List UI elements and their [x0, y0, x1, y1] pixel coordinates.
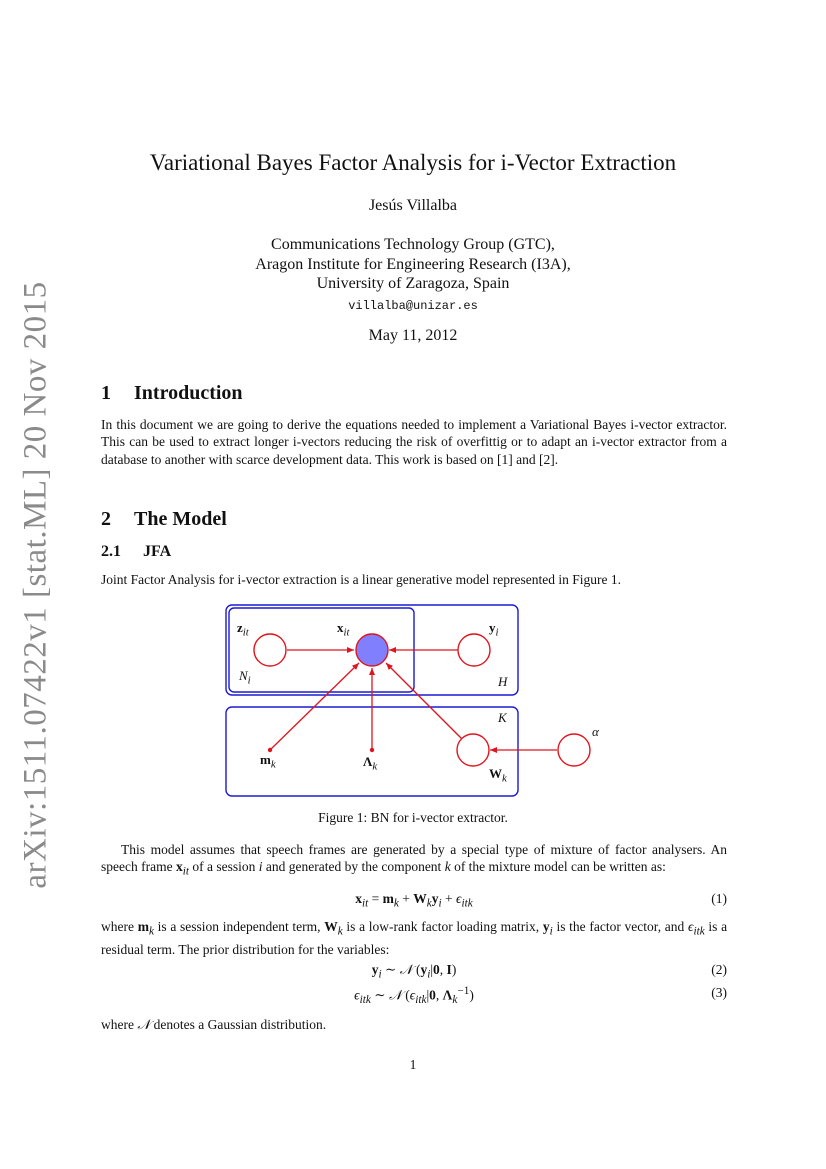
equation-3-tag: (3): [711, 985, 727, 1000]
where-paragraph: where $m_k$ is a session independent term, $W_k$ is a low-rank factor loading matrix, $y_i$ is the factor vector, and $\epsilon_{itk}$ is a residual term. The prior distribution for the variables:: [101, 919, 728, 957]
equation-1-body: $x_{it} = m_k + W_ky_i + \epsilon_{itk}$: [355, 891, 473, 910]
author-name: Jesús Villalba: [368, 197, 458, 214]
equation-3-body: $\epsilon_{itk}$ ∼ 𝒩 ($\epsilon_{itk}|0$, $\Lambda_k^{-1}$): [354, 985, 474, 1007]
label-z: $z_{it}$: [237, 620, 249, 639]
equation-2-tag: (2): [711, 962, 727, 977]
section-number: 2: [101, 508, 111, 530]
label-plate-k: K: [498, 710, 507, 725]
node-y: [458, 634, 490, 666]
label-w: $W_k$: [489, 766, 507, 785]
subsection-heading-jfa: [101, 543, 171, 561]
node-z: [254, 634, 286, 666]
intro-paragraph: In this document we are going to derive the equations needed to implement a Variational Bayes i-vector extractor. This can be used to extract longer i-vectors reducing the risk of overfittig or to adapt an i-vector extractor from a database to another with scarce development data. This work is based on [1] and [2].: [101, 417, 727, 467]
subsection-number: 2.1: [101, 543, 121, 560]
subsection-title: JFA: [143, 543, 172, 560]
equation-3: [101, 985, 727, 1007]
section-number: 1: [101, 382, 111, 404]
section-title: Introduction: [134, 382, 243, 404]
node-alpha: [558, 734, 590, 766]
model-paragraph: This model assumes that speech frames are generated by a special type of mixture of factor analysers. An speech frame $x_{it}$ of a session i and generated by the component k of the mixture model can be written as:: [101, 842, 727, 878]
author-email: villalba@unizar.es: [348, 299, 478, 313]
figure-caption: Figure 1: BN for i-vector extractor.: [318, 810, 508, 825]
paper-date: May 11, 2012: [368, 327, 458, 344]
label-plate-n: $N_i$: [239, 668, 251, 687]
figure-bayesian-network: [222, 602, 522, 800]
alpha-node-svg: [556, 732, 592, 768]
label-plate-h: H: [498, 674, 508, 689]
section-title: The Model: [134, 508, 227, 530]
label-alpha: α: [592, 724, 599, 739]
label-x: $x_{it}$: [337, 620, 350, 639]
jfa-paragraph: Joint Factor Analysis for i-vector extraction is a linear generative model represented in Figure 1.: [101, 572, 621, 587]
section-heading-model: [101, 508, 227, 531]
label-lambda: $\Lambda_k$: [363, 754, 378, 773]
affiliation-line: Aragon Institute for Engineering Research (I3A),: [255, 255, 571, 273]
node-x-observed: [356, 634, 388, 666]
section-heading-introduction: [101, 382, 243, 405]
edge-w-x: [386, 663, 462, 739]
equation-2-body: $y_i$ ∼ 𝒩 ($y_i|0$, I): [371, 962, 457, 981]
node-lambda: [370, 748, 374, 752]
equation-1: [101, 891, 727, 909]
equation-1-tag: (1): [711, 891, 727, 906]
label-y: $y_i$: [489, 620, 499, 639]
affiliation-line: University of Zaragoza, Spain: [316, 275, 510, 292]
gaussian-sentence: where 𝒩 denotes a Gaussian distribution.: [101, 1017, 327, 1032]
paper-title: Variational Bayes Factor Analysis for i-Vector Extraction: [149, 150, 677, 175]
arxiv-identifier: arXiv:1511.07422v1 [stat.ML] 20 Nov 2015: [17, 281, 54, 889]
label-m: $m_k$: [260, 752, 276, 771]
affiliation-line: Communications Technology Group (GTC),: [271, 236, 555, 253]
equation-2: [101, 962, 727, 980]
author-affiliation: [0, 235, 826, 294]
page-number: 1: [409, 1057, 417, 1072]
